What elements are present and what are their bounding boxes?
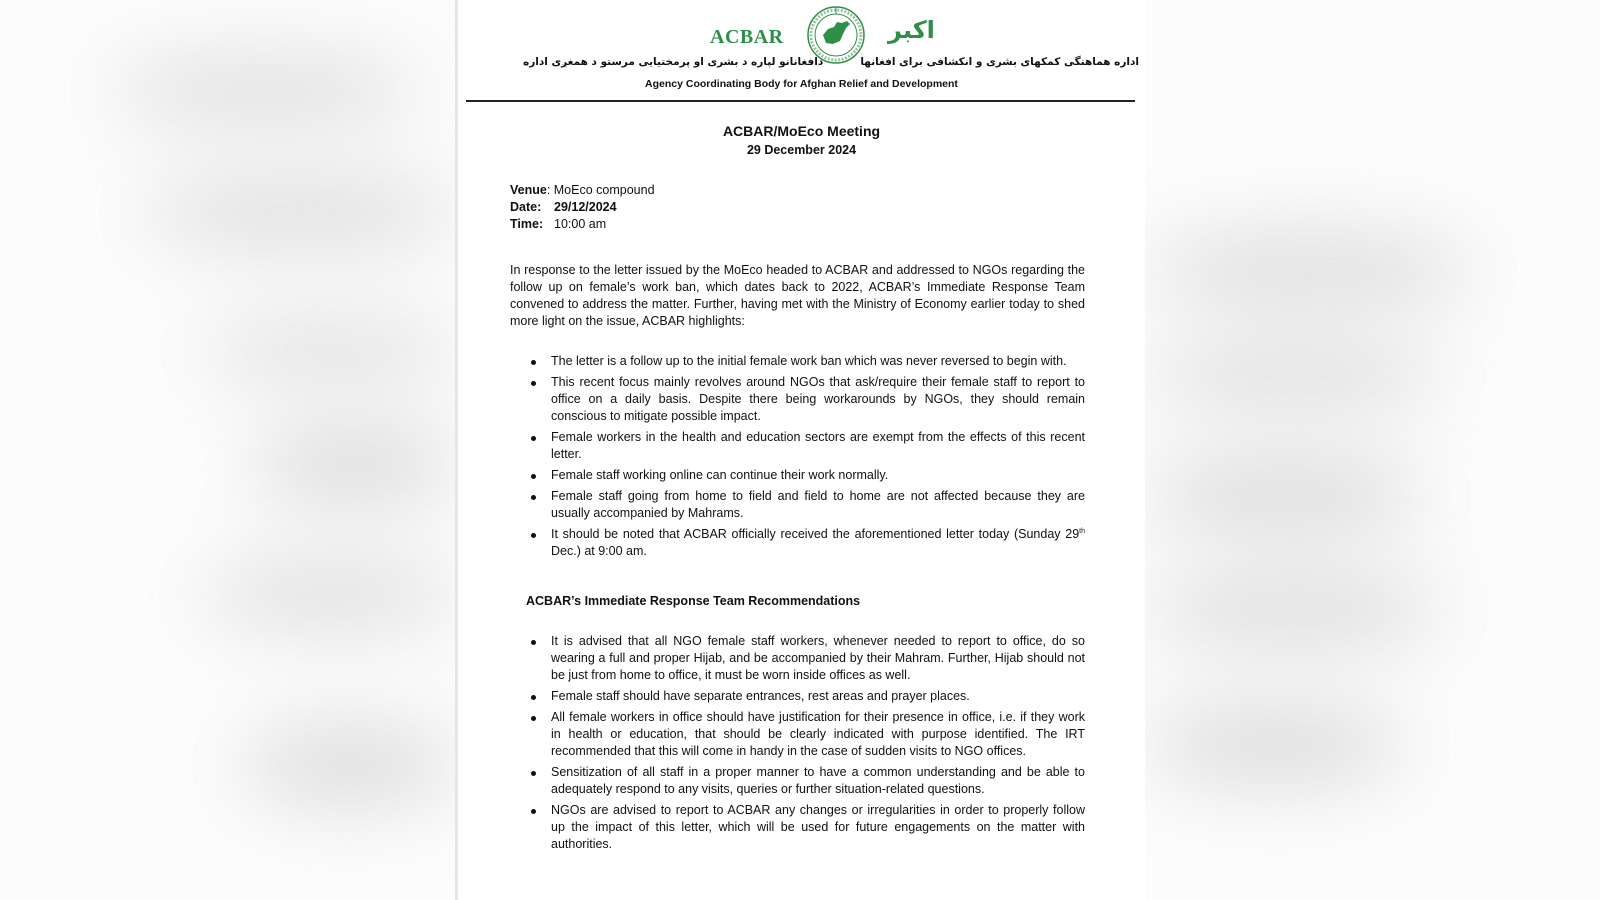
bullet-icon [531,771,536,776]
time-row [510,216,655,233]
list-item: Female staff should have separate entrances, rest areas and prayer places. [510,688,1085,705]
bullet-icon [531,533,536,538]
list-item: It should be noted that ACBAR officially received the aforementioned letter today (Sunday 29th Dec.) at 9:00 am. [510,526,1085,560]
org-name-arabic: اکبر [888,16,935,44]
document-title: ACBAR/MoEco Meeting [722,123,881,139]
blurred-background-left [0,0,458,900]
list-item: NGOs are advised to report to ACBAR any changes or irregularities in order to properly follow up the impact of this letter, which will be used for future engagements on the matter with authorities. [510,802,1085,853]
bullet-icon [531,436,536,441]
bullet-icon [531,695,536,700]
bullet-icon [531,360,536,365]
list-item: It is advised that all NGO female staff workers, whenever needed to report to office, do so wearing a full and proper Hijab, and be accompanied by their Mahram. Further, Hijab should not be just from home to office, it must be worn inside offices as well. [510,633,1085,684]
org-name-en: ACBAR [710,26,784,48]
intro-paragraph: In response to the letter issued by the MoEco headed to ACBAR and addressed to NGOs regarding the follow up on female’s work ban, which dates back to 2022, ACBAR’s Immediate Response Team convened to address the matter. Further, having met with the Ministry of Economy earlier today to shed more light on the issue, ACBAR highlights: [510,263,1085,328]
meeting-details [510,182,655,233]
venue-label: Venue [510,183,547,197]
document-page [458,0,1145,900]
recommendations-list [510,633,1085,857]
recommendations-heading: ACBAR’s Immediate Response Team Recommendations [526,594,861,608]
bullet-icon [531,640,536,645]
subtitle-dari: اداره هماهنگی کمکهای بشری و انکشافی برای افغانها [860,56,1139,68]
bullet-icon [531,716,536,721]
list-item: This recent focus mainly revolves around NGOs that ask/require their female staff to report to office on a daily basis. Despite there being workarounds by NGOs, they should remain conscious to mitigate possible impact. [510,374,1085,425]
list-item: All female workers in office should have justification for their presence in office, i.e. if they work in health or education, that should be clearly indicated with purpose identified. The IRT recommended that this will come in handy in the case of sudden visits to NGO offices. [510,709,1085,760]
list-item: Sensitization of all staff in a proper manner to have a common understanding and be able to adequately respond to any visits, queries or further situation-related questions. [510,764,1085,798]
subtitle-pashto: دافغانانو لپاره د بشری او پرمختیایی مرستو د همغږی اداره [523,56,824,68]
bullet-icon [531,381,536,386]
date-row [510,199,655,216]
date-value: 29/12/2024 [554,200,617,214]
time-value: 10:00 am [554,217,607,231]
highlights-list [510,353,1085,564]
list-item: Female staff working online can continue their work normally. [510,467,1085,484]
date-label: Date: [510,200,542,214]
list-item: Female workers in the health and education sectors are exempt from the effects of this recent letter. [510,429,1085,463]
list-item: Female staff going from home to field and field to home are not affected because they are usually accompanied by Mahrams. [510,488,1085,522]
agency-full-name: Agency Coordinating Body for Afghan Relief and Development [645,78,958,90]
venue-row [510,182,655,199]
list-item: The letter is a follow up to the initial female work ban which was never reversed to begin with. [510,353,1085,370]
bullet-icon [531,474,536,479]
bullet-icon [531,495,536,500]
header-divider [466,100,1135,102]
venue-value: : MoEco compound [546,183,655,197]
time-label: Time: [510,217,544,231]
blurred-background-right [1145,0,1600,900]
document-date-heading: 29 December 2024 [746,143,857,157]
bullet-icon [531,809,536,814]
